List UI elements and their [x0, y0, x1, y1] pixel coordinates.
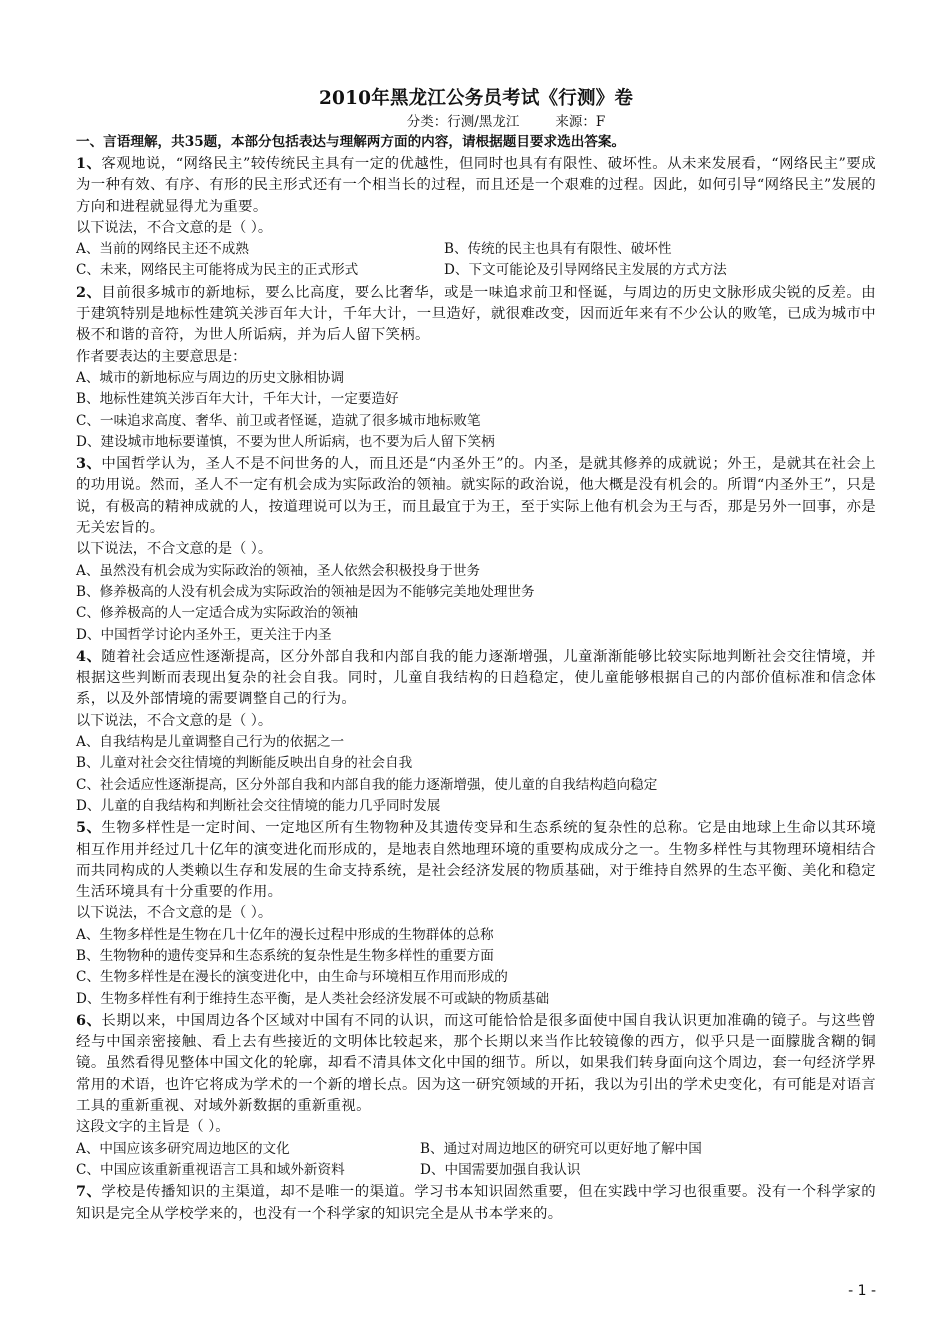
option-c: C、一味追求高度、奢华、前卫或者怪诞，造就了很多城市地标败笔	[76, 412, 481, 429]
page-number: - 1 -	[848, 1283, 876, 1299]
section-heading: 一、言语理解，共35题，本部分包括表达与理解两方面的内容，请根据题目要求选出答案。	[76, 134, 626, 150]
option-a: A、当前的网络民主还不成熟	[76, 241, 249, 258]
question-stem: 以下说法，不合文意的是（ ）。	[76, 712, 273, 729]
question-passage: 4、随着社会适应性逐渐提高，区分外部自我和内部自我的能力逐渐增强，儿童渐渐能够比较实际地判断社会交往情境，并根据这些判断而表现出复杂的社会自我。同时，儿童自我结构的日趋稳定，使儿童能够根据自己的内部价值标准和信念体系，以及外部情境的需要调整自己的行为。	[76, 647, 876, 708]
option-a: A、城市的新地标应与周边的历史文脉相协调	[76, 369, 345, 386]
option-d: D、下文可能论及引导网络民主发展的方式方法	[444, 262, 727, 279]
option-a: A、中国应该多研究周边地区的文化	[76, 1140, 290, 1157]
question-passage: 1、客观地说，“网络民主”较传统民主具有一定的优越性，但同时也具有有限性、破坏性。从未来发展看，“网络民主”要成为一种有效、有序、有形的民主形式还有一个相当长的过程，而且还是一个艰难的过程。因此，如何引导“网络民主”发展的方向和进程就显得尤为重要。	[76, 155, 876, 215]
page-title: 2010年黑龙江公务员考试《行测》卷	[318, 88, 634, 109]
question-stem: 以下说法，不合文意的是（ ）。	[76, 905, 273, 922]
meta-category: 分类：行测/黑龙江	[406, 114, 520, 130]
option-a: A、生物多样性是生物在几十亿年的漫长过程中形成的生物群体的总称	[76, 926, 494, 943]
question-stem: 作者要表达的主要意思是：	[76, 348, 247, 365]
option-row	[76, 239, 876, 260]
option-c: C、中国应该重新重视语言工具和域外新资料	[76, 1161, 345, 1178]
option-a: A、自我结构是儿童调整自己行为的依据之一	[76, 734, 345, 751]
meta-source: 来源：F	[555, 114, 606, 130]
option-d: D、生物多样性有利于维持生态平衡，是人类社会经济发展不可或缺的物质基础	[76, 990, 550, 1007]
option-c: C、社会适应性逐渐提高，区分外部自我和内部自我的能力逐渐增强，使儿童的自我结构趋向稳定	[76, 776, 658, 793]
question-stem: 以下说法，不合文意的是（ ）。	[76, 541, 273, 558]
option-d: D、建设城市地标要谨慎，不要为世人所诟病，也不要为后人留下笑柄	[76, 433, 495, 450]
document-meta	[136, 112, 876, 132]
option-d: D、中国需要加强自我认识	[420, 1161, 581, 1178]
question-passage: 7、学校是传播知识的主渠道，却不是唯一的渠道。学习书本知识固然重要，但在实践中学习也很重要。没有一个科学家的知识是完全从学校学来的，也没有一个科学家的知识完全是从书本学来的。	[76, 1183, 876, 1222]
option-b: B、传统的民主也具有有限性、破坏性	[444, 241, 672, 258]
question-stem: 这段文字的主旨是（ ）。	[76, 1119, 230, 1136]
option-row	[76, 1139, 876, 1160]
option-b: B、修养极高的人没有机会成为实际政治的领袖是因为不能够完美地处理世务	[76, 583, 535, 600]
option-c: C、修养极高的人一定适合成为实际政治的领袖	[76, 605, 359, 622]
option-row	[76, 260, 876, 281]
question-passage: 2、目前很多城市的新地标，要么比高度，要么比奢华，或是一味追求前卫和怪诞，与周边的历史文脉形成尖锐的反差。由于建筑特别是地标性建筑关涉百年大计，千年大计，一旦造好，就很难改变，因而近年来有不少公认的败笔，已成为城市中极不和谐的音符，为世人所诟病，并为后人留下笑柄。	[76, 283, 876, 344]
option-b: B、儿童对社会交往情境的判断能反映出自身的社会自我	[76, 755, 413, 772]
option-c: C、未来，网络民主可能将成为民主的正式形式	[76, 262, 359, 279]
question-passage: 6、长期以来，中国周边各个区域对中国有不同的认识，而这可能恰恰是很多面使中国自我认识更加准确的镜子。与这些曾经与中国亲密接触、看上去有些接近的文明体比较起来，那个长期以来当作比较镜像的西方，似乎只是一面朦胧含糊的铜镜。虽然看得见整体中国文化的轮廓，却看不清具体文化中国的细节。所以，如果我们转身面向这个周边，套一句经济学界常用的术语，也许它将成为学术的一个新的增长点。因为这一研究领域的开拓，我以为引出的学术史变化，有可能是对语言工具的重新重视、对域外新数据的重新重视。	[76, 1011, 876, 1115]
option-row	[76, 1160, 876, 1181]
question-passage: 5、生物多样性是一定时间、一定地区所有生物物种及其遗传变异和生态系统的复杂性的总称。它是由地球上生命以其环境相互作用并经过几十亿年的演变进化而形成的，是地表自然地理环境的重要构成成分之一。生物多样性与其物理环境相结合而共同构成的人类赖以生存和发展的生命支持系统，是社会经济发展的物质基础，对于维持自然界的生态平衡、美化和稳定生活环境具有十分重要的作用。	[76, 819, 876, 901]
option-b: B、生物物种的遗传变异和生态系统的复杂性是生物多样性的重要方面	[76, 947, 494, 964]
option-c: C、生物多样性是在漫长的演变进化中，由生命与环境相互作用而形成的	[76, 969, 508, 986]
option-d: D、儿童的自我结构和判断社会交往情境的能力几乎同时发展	[76, 797, 441, 814]
question-stem: 以下说法，不合文意的是（ ）。	[76, 219, 273, 236]
document-page	[76, 86, 876, 1225]
option-a: A、虽然没有机会成为实际政治的领袖，圣人依然会积极投身于世务	[76, 562, 481, 579]
option-d: D、中国哲学讨论内圣外王，更关注于内圣	[76, 626, 332, 643]
question-passage: 3、中国哲学认为，圣人不是不问世务的人，而且还是“内圣外王”的。内圣，是就其修养的成就说；外王，是就其在社会上的功用说。然而，圣人不一定有机会成为实际政治的领袖。就实际的政治说，他大概是没有机会的。所谓“内圣外王”，只是说，有极高的精神成就的人，按道理说可以为王，而且最宜于为王，至于实际上他有机会为王与否，那是另外一回事，亦是无关宏旨的。	[76, 455, 876, 537]
option-b: B、地标性建筑关涉百年大计，千年大计，一定要造好	[76, 391, 399, 408]
option-b: B、通过对周边地区的研究可以更好地了解中国	[420, 1140, 702, 1157]
